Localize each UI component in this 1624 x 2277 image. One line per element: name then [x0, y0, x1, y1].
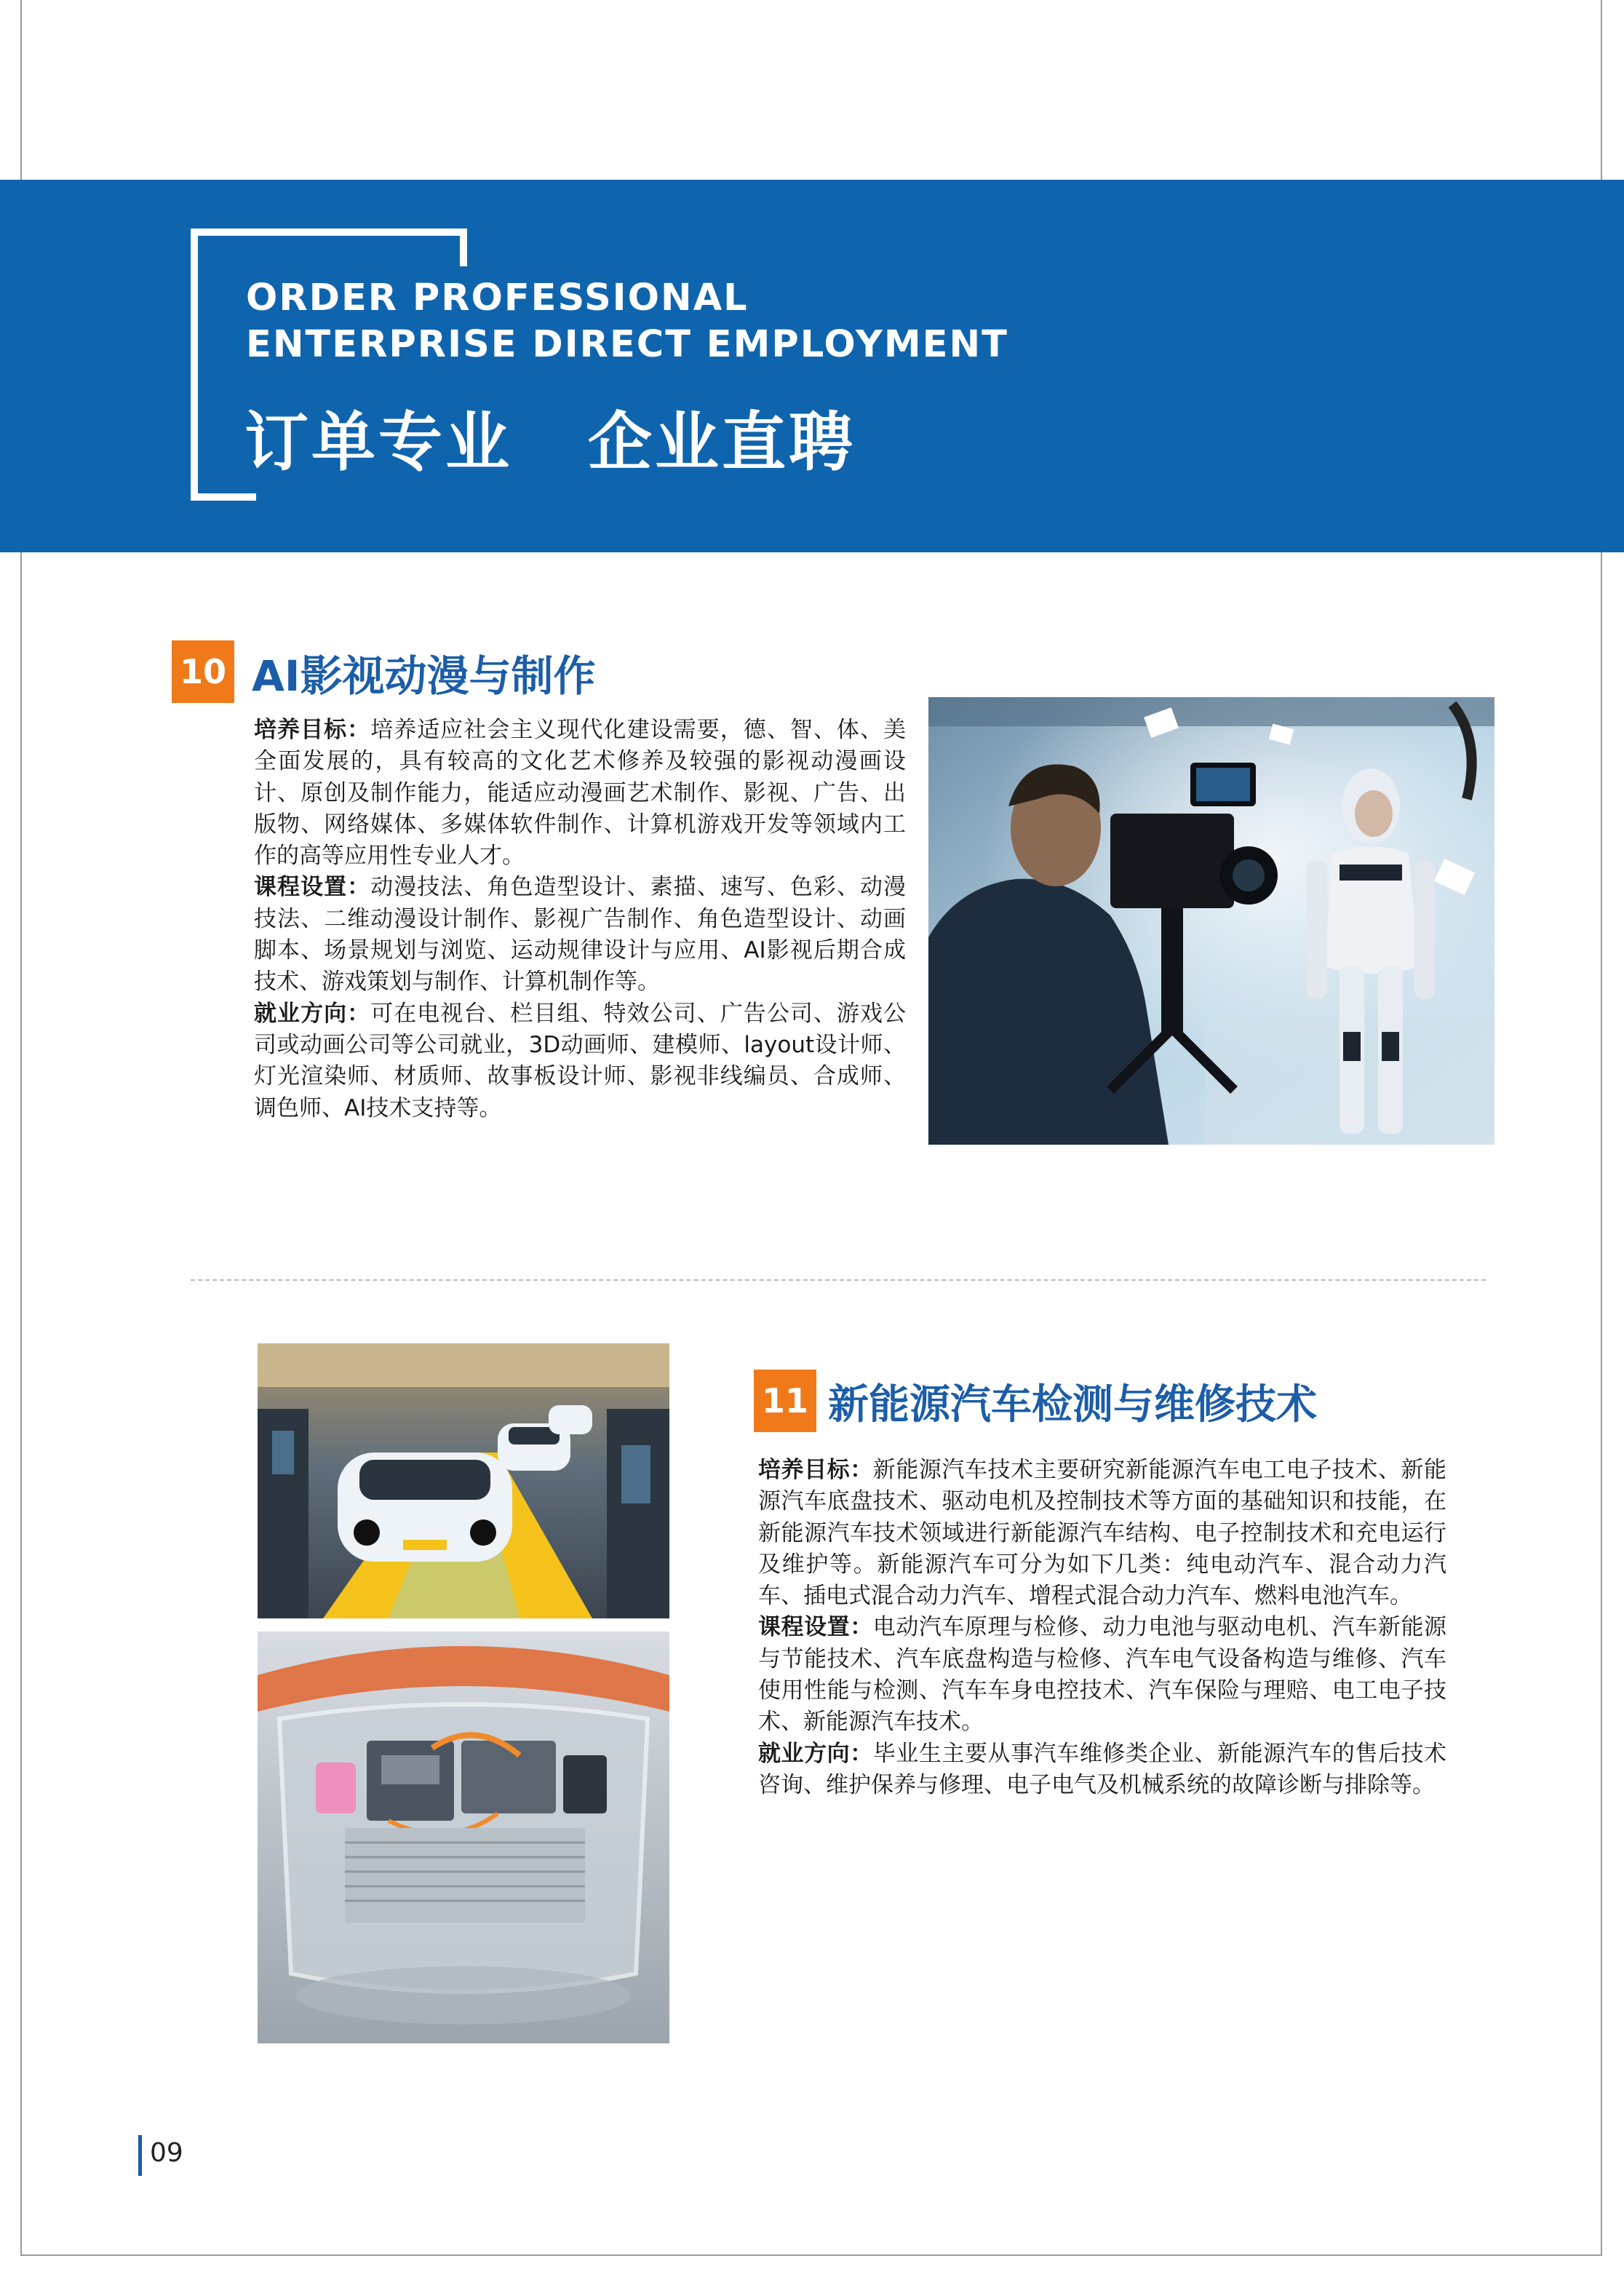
career-label: 就业方向：	[254, 1000, 371, 1027]
course-paragraph	[758, 1612, 1446, 1738]
page-number-marker	[138, 2135, 142, 2176]
section-divider	[191, 1279, 1486, 1281]
career-text: 可在电视台、栏目组、特效公司、广告公司、游戏公司或动画公司等公司就业，3D动画师、建模师、layout设计师、灯光渲染师、材质师、故事板设计师、影视非线编员、合成师、调色师、AI技术支持等。	[254, 1000, 906, 1121]
section-number-badge: 10	[172, 640, 234, 703]
course-text: 动漫技法、角色造型设计、素描、速写、色彩、动漫技法、二维动漫设计制作、影视广告制作、角色造型设计、动画脚本、场景规划与浏览、运动规律设计与应用、AI影视后期合成技术、游戏策划与制作、计算机制作等。	[254, 874, 906, 996]
career-text: 毕业生主要从事汽车维修类企业、新能源汽车的售后技术咨询、维护保养与修理、电子电气及机械系统的故障诊断与排除等。	[758, 1740, 1447, 1798]
banner-frame-tick	[460, 229, 467, 266]
banner-english-title-line2: ENTERPRISE DIRECT EMPLOYMENT	[246, 323, 1008, 366]
page-number: 09	[150, 2138, 183, 2168]
course-label: 课程设置：	[254, 874, 371, 901]
cameraman-with-robot-photo	[928, 697, 1494, 1145]
section-number-badge: 11	[754, 1370, 816, 1432]
course-label: 课程设置：	[758, 1614, 873, 1641]
goal-label: 培养目标：	[254, 717, 371, 743]
section-title: AI影视动漫与制作	[252, 651, 596, 701]
goal-paragraph	[758, 1455, 1446, 1612]
career-paragraph	[758, 1738, 1446, 1802]
section-body	[254, 715, 906, 1124]
section-body	[758, 1455, 1446, 1801]
goal-label: 培养目标：	[758, 1457, 873, 1483]
goal-text: 培养适应社会主义现代化建设需要，德、智、体、美全面发展的，具有较高的文化艺术修养及较强的影视动漫画设计、原创及制作能力，能适应动漫画艺术制作、影视、广告、出版物、网络媒体、多媒体软件制作、计算机游戏开发等领域内工作的高等应用性专业人才。	[254, 717, 906, 870]
banner-frame-left	[191, 229, 198, 501]
goal-text: 新能源汽车技术主要研究新能源汽车电工电子技术、新能源汽车底盘技术、驱动电机及控制技术等方面的基础知识和技能，在新能源汽车技术领域进行新能源汽车结构、电子控制技术和充电运行及维护等。新能源汽车可分为如下几类：纯电动汽车、混合动力汽车、插电式混合动力汽车、增程式混合动力汽车、燃料电池汽车。	[758, 1457, 1447, 1610]
section-title: 新能源汽车检测与维修技术	[828, 1381, 1317, 1428]
banner-chinese-title: 订单专业 企业直聘	[244, 405, 856, 480]
banner-english-title-line1: ORDER PROFESSIONAL	[246, 277, 749, 319]
course-text: 电动汽车原理与检修、动力电池与驱动电机、汽车新能源与节能技术、汽车底盘构造与检修、汽车电气设备构造与维修、汽车使用性能与检测、汽车车身电控技术、汽车保险与理赔、电工电子技术、新能源汽车技术。	[758, 1614, 1447, 1736]
course-paragraph	[254, 872, 906, 998]
ev-engine-bay-photo	[258, 1632, 669, 2043]
career-paragraph	[254, 998, 906, 1124]
ev-assembly-line-photo	[258, 1343, 669, 1618]
career-label: 就业方向：	[758, 1740, 873, 1767]
banner-frame-top	[191, 229, 467, 236]
goal-paragraph	[254, 715, 906, 872]
banner-frame-bottom	[191, 493, 256, 501]
